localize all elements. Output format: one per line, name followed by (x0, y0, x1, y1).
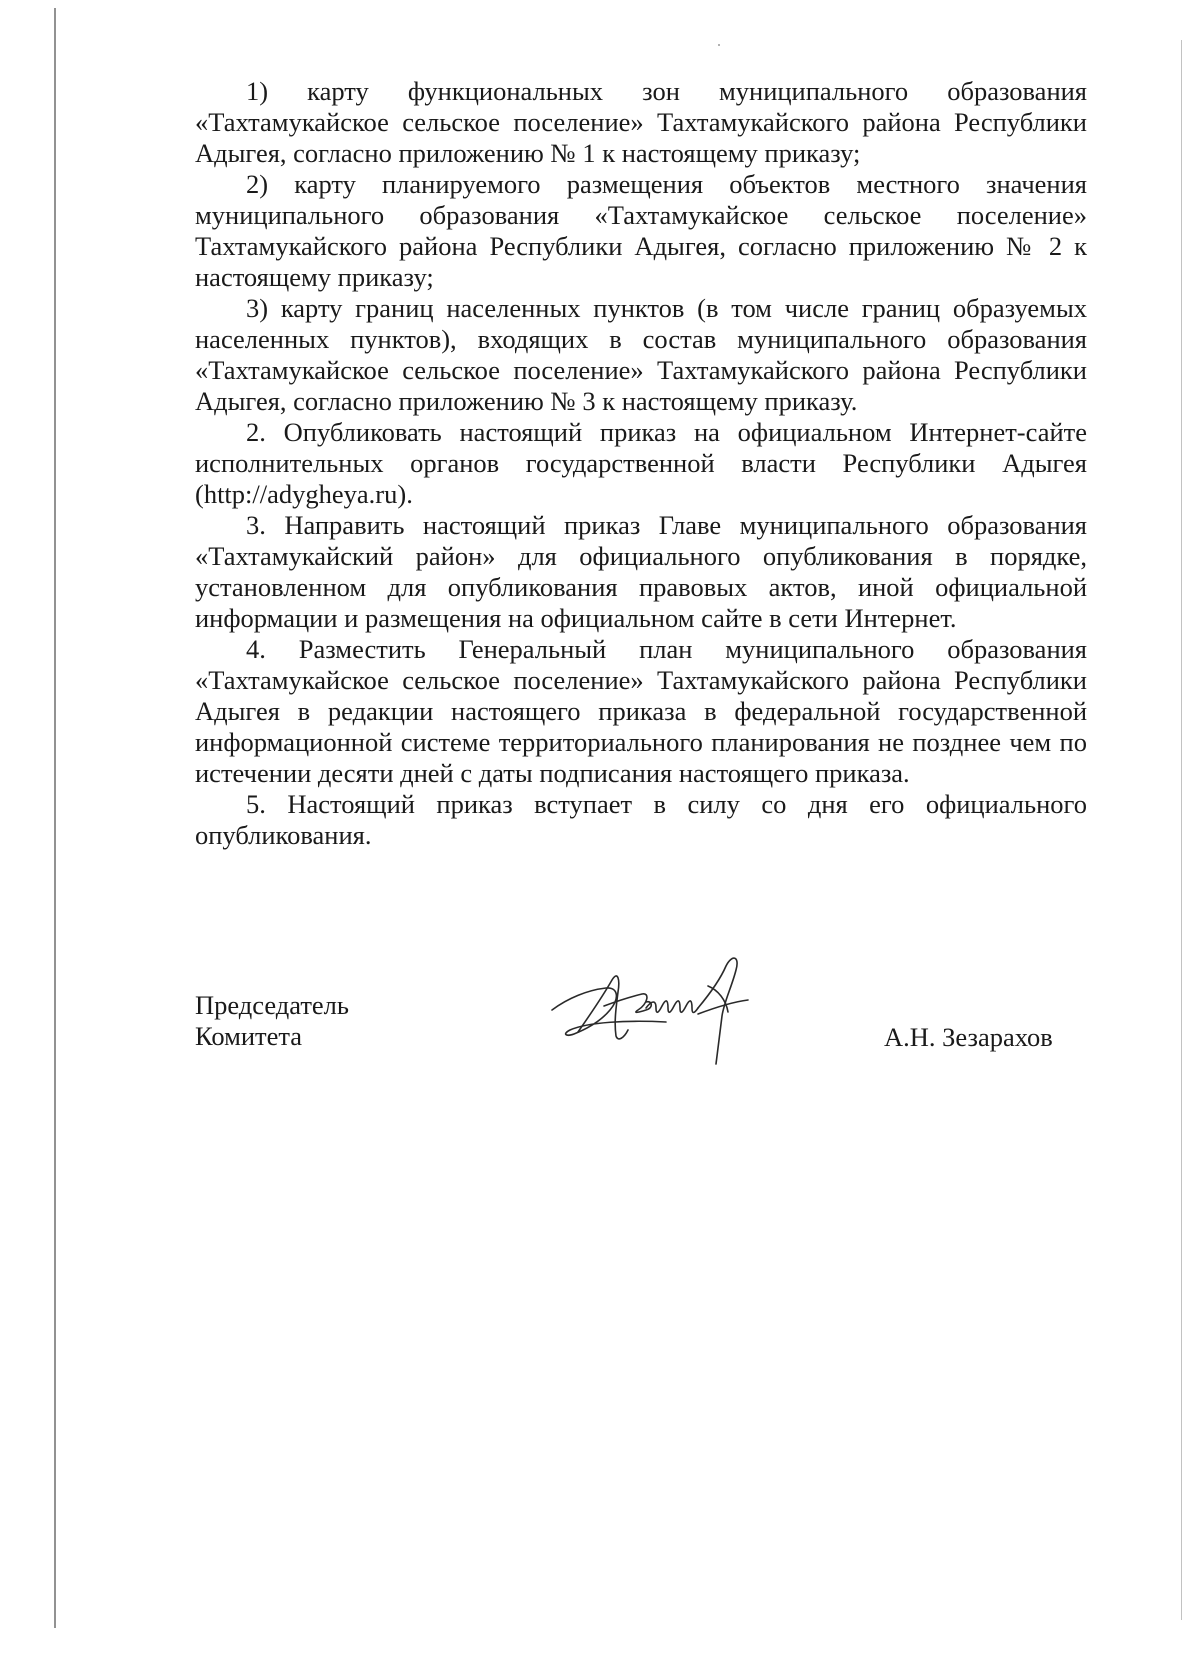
signatory-title-line1: Председатель (195, 990, 349, 1020)
scan-edge-right (1181, 40, 1182, 1620)
paragraph-send: 3. Направить настоящий приказ Главе муниципального образования «Тахтамукайский район» для официального опубликования в порядке, установленном для опубликования правовых актов, иной официальной информации и размещения на официальном сайте в сети Интернет. (195, 510, 1087, 633)
paragraph-effect: 5. Настоящий приказ вступает в силу со дня его официального опубликования. (195, 789, 1087, 850)
paragraph-place: 4. Разместить Генеральный план муниципального образования «Тахтамукайское сельское поселение» Тахтамукайского района Республики Адыгея в редакции настоящего приказа в федеральной государственной информационной системе территориального планирования не позднее чем по истечении десяти дней с даты подписания настоящего приказа. (195, 634, 1087, 788)
handwritten-signature (548, 950, 778, 1070)
signatory-name: А.Н. Зезарахов (884, 1022, 1053, 1052)
scan-edge-left (54, 8, 56, 1628)
signatory-title (195, 990, 349, 1052)
paragraph-item-2: 2) карту планируемого размещения объектов местного значения муниципального образования «Тахтамукайское сельское поселение» Тахтамукайского района Республики Адыгея, согласно приложению № 2 к настоящему приказу; (195, 169, 1087, 292)
paragraph-publish: 2. Опубликовать настоящий приказ на официальном Интернет-сайте исполнительных органов государственной власти Республики Адыгея (http://adygheya.ru). (195, 417, 1087, 509)
scan-speck (718, 44, 720, 46)
signatory-title-line2: Комитета (195, 1021, 303, 1051)
paragraph-item-3: 3) карту границ населенных пунктов (в том числе границ образуемых населенных пунктов), входящих в состав муниципального образования «Тахтамукайское сельское поселение» Тахтамукайского района Республики Адыгея, согласно приложению № 3 к настоящему приказу. (195, 293, 1087, 416)
paragraph-item-1: 1) карту функциональных зон муниципального образования «Тахтамукайское сельское поселение» Тахтамукайского района Республики Адыгея, согласно приложению № 1 к настоящему приказу; (195, 76, 1087, 168)
document-body (195, 76, 1087, 851)
